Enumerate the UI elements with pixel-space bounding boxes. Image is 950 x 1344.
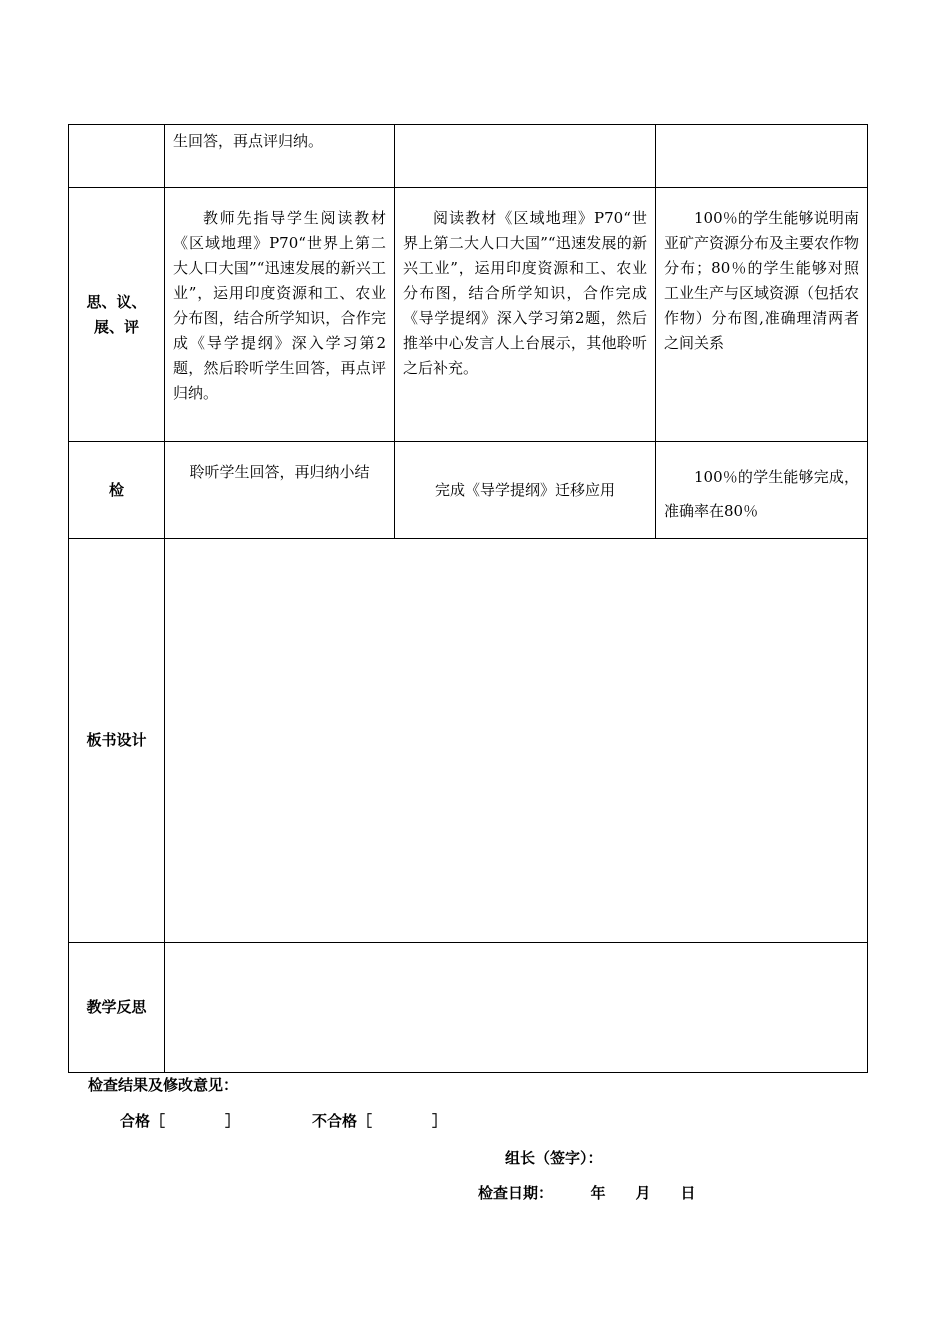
row3-student-text: 完成《导学提纲》迁移应用 <box>434 480 615 499</box>
row3-label: 检 <box>69 442 165 539</box>
row3-student-cell <box>395 442 656 539</box>
table-row <box>69 188 868 442</box>
row2-goal-cell <box>656 188 868 442</box>
row1-teacher-text: 生回答，再点评归纳。 <box>173 132 324 150</box>
row2-student-text: 阅读教材《区域地理》P70“世界上第二大人口大国”“迅速发展的新兴工业”，运用印度资源和工、农业分布图，结合所学知识，合作完成《导学提纲》深入学习第2题，然后推举中心发言人上台展示，其他聆听之后补充。 <box>403 209 647 377</box>
teaching-reflection-area[interactable] <box>165 943 868 1073</box>
row2-teacher-cell <box>165 188 395 442</box>
row2-goal-text: 100％的学生能够说明南亚矿产资源分布及主要农作物分布；80％的学生能够对照工业生产与区域资源（包括农作物）分布图,准确理清两者之间关系 <box>664 209 860 352</box>
row1-label <box>69 125 165 188</box>
row5-label: 教学反思 <box>69 943 165 1073</box>
row3-teacher-cell <box>165 442 395 539</box>
row3-goal-text: 100％的学生能够完成，准确率在80％ <box>664 468 859 520</box>
row2-label-line2: 展、评 <box>93 317 139 336</box>
table-row <box>69 442 868 539</box>
row2-label <box>69 188 165 442</box>
fail-field[interactable]: 不合格［ ］ <box>312 1112 448 1130</box>
table-row <box>69 125 868 188</box>
row2-student-cell <box>395 188 656 442</box>
row1-teacher-cell <box>165 125 395 188</box>
lesson-plan-table <box>68 124 868 1073</box>
leader-signature-field[interactable]: 组长（签字）： <box>505 1149 603 1167</box>
row3-teacher-text: 聆听学生回答，再归纳小结 <box>189 463 370 481</box>
row2-label-line1: 思、议、 <box>86 292 147 311</box>
board-design-area[interactable] <box>165 539 868 943</box>
row1-student-cell <box>395 125 656 188</box>
row1-goal-cell <box>656 125 868 188</box>
pass-field[interactable]: 合格［ ］ <box>120 1112 241 1130</box>
check-result-title: 检查结果及修改意见： <box>88 1076 239 1094</box>
table-row <box>69 943 868 1073</box>
check-date-field[interactable]: 检查日期： 年 月 日 <box>478 1184 696 1202</box>
row4-label: 板书设计 <box>69 539 165 943</box>
row3-goal-cell <box>656 442 868 539</box>
row2-teacher-text: 教师先指导学生阅读教材《区域地理》P70“世界上第二大人口大国”“迅速发展的新兴工业”，运用印度资源和工、农业分布图，结合所学知识，合作完成《导学提纲》深入学习第2题，然后聆听学生回答，再点评归纳。 <box>173 209 386 402</box>
table-row <box>69 539 868 943</box>
